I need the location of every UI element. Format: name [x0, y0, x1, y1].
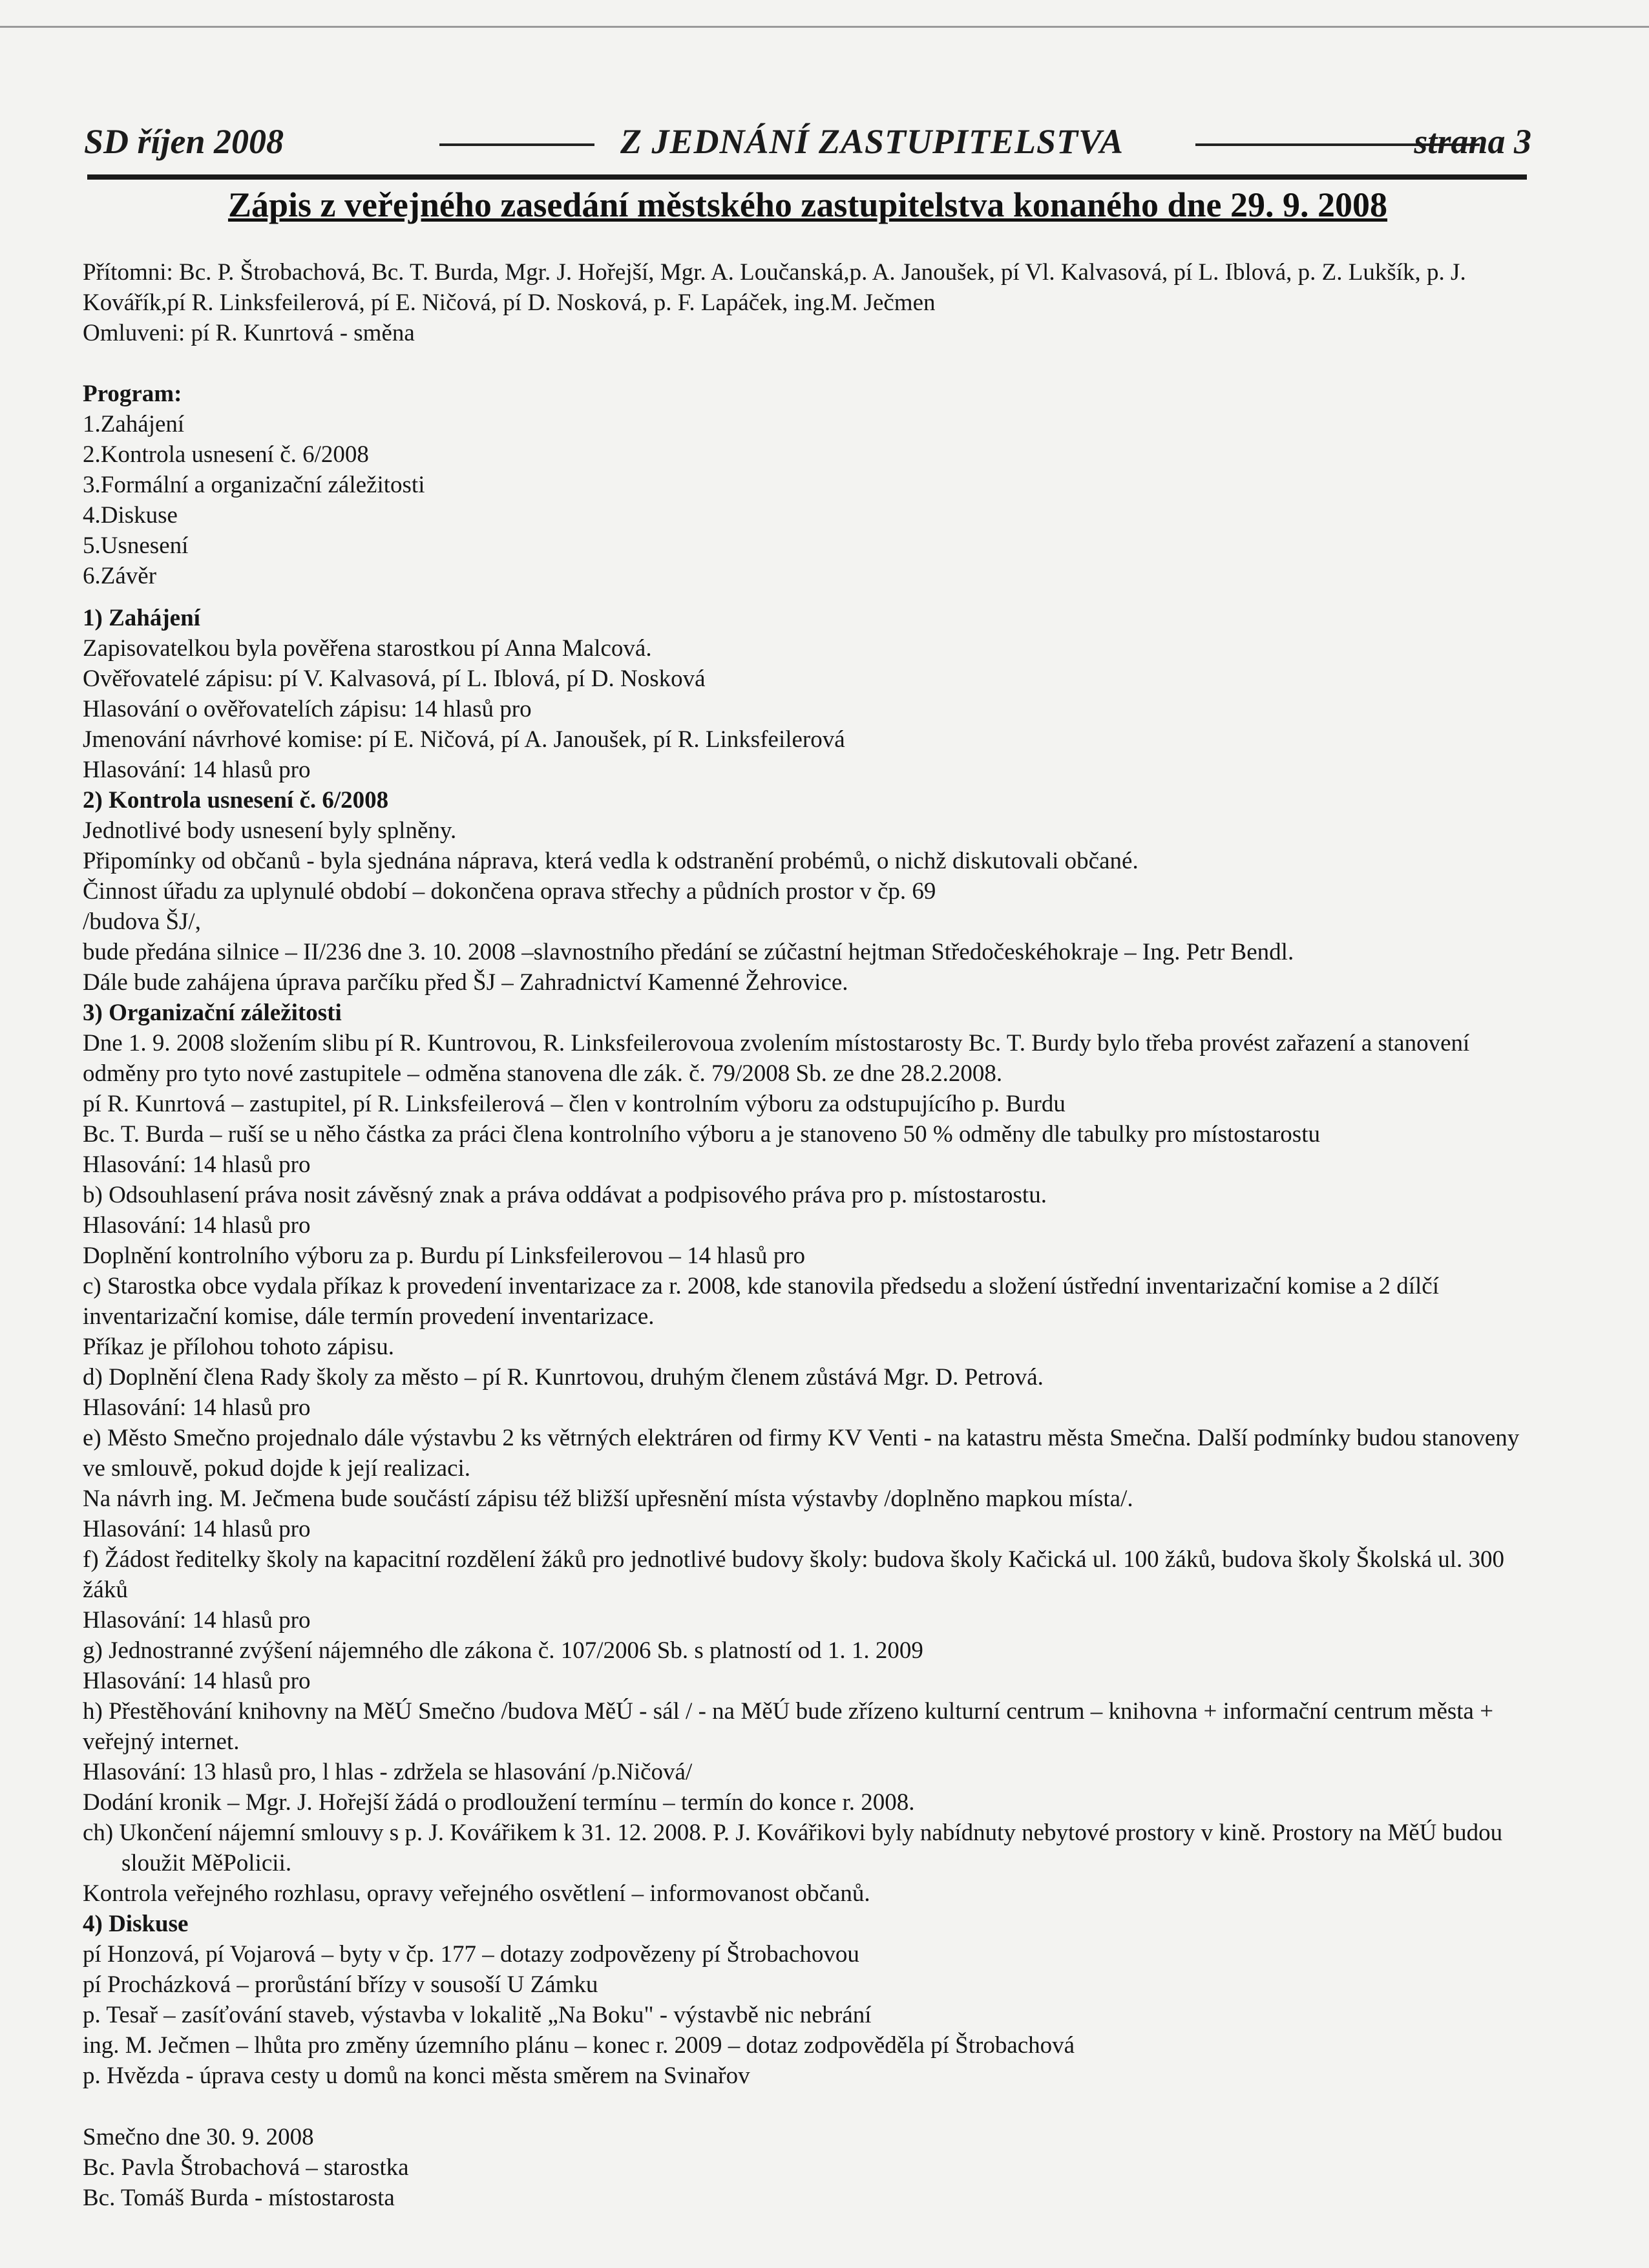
discussion-item: ing. M. Ječmen – lhůta pro změny územního plánu – konec r. 2009 – dotaz zodpověděla pí Štrobachová	[83, 2032, 1075, 2059]
section-line: d) Doplnění člena Rady školy za město – pí R. Kunrtovou, druhým členem zůstává Mgr. D. Petrová.	[83, 1364, 1044, 1391]
section-line: g) Jednostranné zvýšení nájemného dle zákona č. 107/2006 Sb. s platností od 1. 1. 2009	[83, 1637, 923, 1664]
header-issue: SD říjen 2008	[84, 122, 284, 161]
section-line: Hlasování: 14 hlasů pro	[83, 1668, 311, 1694]
program-item: 6.Závěr	[83, 563, 157, 589]
section-line: Dne 1. 9. 2008 složením slibu pí R. Kuntrovou, R. Linksfeilerovoua zvolením místostarosty Bc. T. Burdy bylo třeba provést zařazení a stanovení odměny pro tyto nové zastupitele – odměna stanovena dle zák. č. 79/2008 Sb. ze dne 28.2.2008.	[83, 1030, 1470, 1087]
section-heading: 2) Kontrola usnesení č. 6/2008	[83, 787, 389, 814]
section-line: Hlasování: 14 hlasů pro	[83, 1151, 311, 1178]
section-heading: 3) Organizační záležitosti	[83, 1000, 342, 1026]
section-line: bude předána silnice – II/236 dne 3. 10. 2008 –slavnostního předání se zúčastní hejtman Středočeskéhokraje – Ing. Petr Bendl.	[83, 939, 1294, 965]
section-line: /budova ŠJ/,	[83, 908, 201, 935]
section-heading: 1) Zahájení	[83, 605, 200, 631]
header-rule	[87, 174, 1527, 180]
section-line: Jmenování návrhové komise: pí E. Ničová, pí A. Janoušek, pí R. Linksfeilerová	[83, 726, 845, 753]
page-top-rule	[0, 26, 1649, 28]
header-page-number: strana 3	[1414, 122, 1531, 161]
section-line: Připomínky od občanů - byla sjednána náprava, která vedla k odstranění probémů, o nichž diskutovali občané.	[83, 848, 1139, 874]
signature-mayor: Bc. Pavla Štrobachová – starostka	[83, 2154, 409, 2181]
header-section: Z JEDNÁNÍ ZASTUPITELSTVA	[620, 122, 1124, 161]
section-line: Příkaz je přílohou tohoto zápisu.	[83, 1334, 394, 1360]
section-line: Jednotlivé body usnesení byly splněny.	[83, 817, 457, 844]
section-line: Hlasování: 14 hlasů pro	[83, 1212, 311, 1239]
program-item: 1.Zahájení	[83, 411, 185, 437]
section-line: ch) Ukončení nájemní smlouvy s p. J. Kovářikem k 31. 12. 2008. P. J. Kovářikovi byly nabídnuty nebytové prostory v kině. Prostory na MěÚ budou sloužit MěPolicii.	[83, 1820, 1503, 1876]
section-line: Na návrh ing. M. Ječmena bude součástí zápisu též bližší upřesnění místa výstavby /doplněno mapkou místa/.	[83, 1486, 1133, 1512]
discussion-item: p. Tesař – zasíťování staveb, výstavba v lokalitě „Na Boku" - výstavbě nic nebrání	[83, 2002, 872, 2028]
section-line: Bc. T. Burda – ruší se u něho částka za práci člena kontrolního výboru a je stanoveno 50 % odměny dle tabulky pro místostarostu	[83, 1121, 1320, 1148]
section-line: Hlasování: 13 hlasů pro, l hlas - zdržela se hlasování /p.Ničová/	[83, 1759, 693, 1785]
discussion-item: pí Procházková – prorůstání břízy v sousoší U Zámku	[83, 1971, 598, 1998]
section-line: Doplnění kontrolního výboru za p. Burdu pí Linksfeilerovou – 14 hlasů pro	[83, 1243, 806, 1269]
section-line: b) Odsouhlasení práva nosit závěsný znak a práva oddávat a podpisového práva pro p. místostarostu.	[83, 1182, 1047, 1208]
section-line: Dále bude zahájena úprava parčíku před ŠJ – Zahradnictví Kamenné Žehrovice.	[83, 969, 848, 996]
spacer	[83, 2091, 1537, 2122]
section-line: Hlasování: 14 hlasů pro	[83, 1607, 311, 1633]
document-title: Zápis z veřejného zasedání městského zastupitelstva konaného dne 29. 9. 2008	[227, 185, 1388, 224]
program-item: 3.Formální a organizační záležitosti	[83, 472, 425, 498]
spacer	[83, 348, 1537, 379]
program-item: 5.Usnesení	[83, 532, 189, 559]
section-line: Zapisovatelkou byla pověřena starostkou pí Anna Malcová.	[83, 635, 652, 662]
program-item: 4.Diskuse	[83, 502, 178, 529]
spacer	[83, 591, 1537, 603]
section-line: Hlasování o ověřovatelích zápisu: 14 hlasů pro	[83, 696, 532, 722]
section-line: Hlasování: 14 hlasů pro	[83, 1394, 311, 1421]
section-line: pí R. Kunrtová – zastupitel, pí R. Linksfeilerová – člen v kontrolním výboru za odstupujícího p. Burdu	[83, 1091, 1066, 1117]
section-line: Dodání kronik – Mgr. J. Hořejší žádá o prodloužení termínu – termín do konce r. 2008.	[83, 1789, 915, 1816]
signature-deputy: Bc. Tomáš Burda - místostarosta	[83, 2185, 395, 2211]
page-header	[84, 116, 1531, 168]
document-body	[83, 257, 1537, 2213]
section-line: Hlasování: 14 hlasů pro	[83, 1516, 311, 1542]
section-line: f) Žádost ředitelky školy na kapacitní rozdělení žáků pro jednotlivé budovy školy: budova školy Kačická ul. 100 žáků, budova školy Školská ul. 300 žáků	[83, 1546, 1505, 1603]
attendance-present: Přítomni: Bc. P. Štrobachová, Bc. T. Burda, Mgr. J. Hořejší, Mgr. A. Loučanská,p. A. Janoušek, pí Vl. Kalvasová, pí L. Iblová, p. Z. Lukšík, p. J. Kovářík,pí R. Linksfeilerová, pí E. Ničová, pí D. Nosková, p. F. Lapáček, ing.M. Ječmen	[83, 259, 1466, 316]
program-item: 2.Kontrola usnesení č. 6/2008	[83, 441, 369, 468]
section-line: h) Přestěhování knihovny na MěÚ Smečno /budova MěÚ - sál / - na MěÚ bude zřízeno kulturní centrum – knihovna + informační centrum města + veřejný internet.	[83, 1698, 1494, 1755]
section-line: Hlasování: 14 hlasů pro	[83, 757, 311, 783]
section-line: Kontrola veřejného rozhlasu, opravy veřejného osvětlení – informovanost občanů.	[83, 1880, 870, 1907]
section-line: e) Město Smečno projednalo dále výstavbu 2 ks větrných elektráren od firmy KV Venti - na katastru města Smečna. Další podmínky budou stanoveny ve smlouvě, pokud dojde k její realizaci.	[83, 1425, 1520, 1482]
attendance-excused: Omluveni: pí R. Kunrtová - směna	[83, 320, 415, 346]
section-line: c) Starostka obce vydala příkaz k provedení inventarizace za r. 2008, kde stanovila předsedu a složení ústřední inventarizační komise a 2 dílčí inventarizační komise, dále termín provedení inventarizace.	[83, 1273, 1439, 1330]
section-line: Ověřovatelé zápisu: pí V. Kalvasová, pí L. Iblová, pí D. Nosková	[83, 666, 706, 692]
program-heading: Program:	[83, 381, 182, 407]
header-dash-left	[439, 143, 594, 146]
section-line: Činnost úřadu za uplynulé období – dokončena oprava střechy a půdních prostor v čp. 69	[83, 878, 936, 905]
discussion-item: pí Honzová, pí Vojarová – byty v čp. 177 – dotazy zodpovězeny pí Štrobachovou	[83, 1941, 859, 1968]
section-heading: 4) Diskuse	[83, 1911, 189, 1937]
discussion-item: p. Hvězda - úprava cesty u domů na konci města směrem na Svinařov	[83, 2063, 750, 2089]
signature-place-date: Smečno dne 30. 9. 2008	[83, 2124, 314, 2150]
